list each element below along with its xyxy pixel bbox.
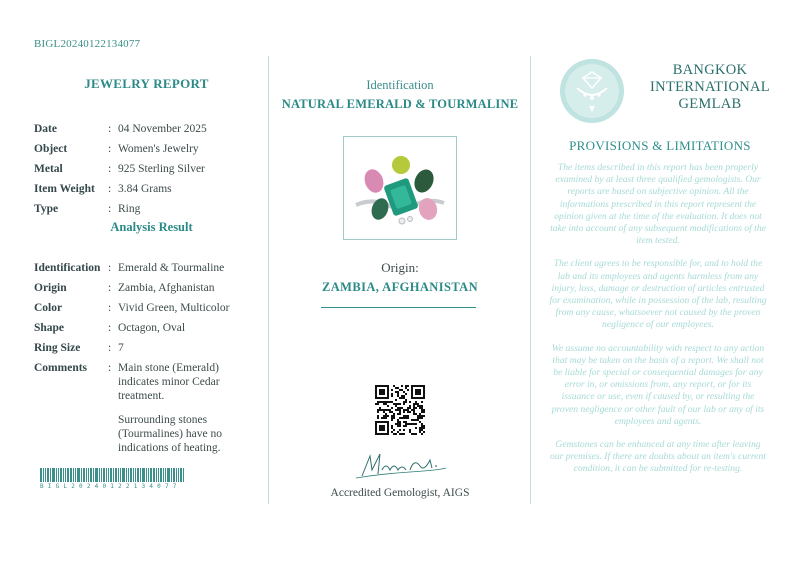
analysis-label: Origin — [34, 282, 67, 294]
barcode-bar — [45, 468, 46, 482]
comments-value — [118, 358, 243, 465]
barcode-bar — [180, 468, 182, 482]
comments-label: Comments — [34, 362, 88, 374]
barcode-bar — [135, 468, 136, 482]
barcode-bar — [122, 468, 125, 482]
analysis-value: 7 — [118, 342, 124, 354]
identification-label: Identification — [366, 78, 434, 92]
detail-label: Item Weight — [34, 183, 95, 195]
analysis-label: Shape — [34, 322, 65, 334]
barcode-bar — [140, 468, 141, 482]
barcode-bar — [128, 468, 129, 482]
barcode-bar — [176, 468, 177, 482]
barcode-bar — [163, 468, 164, 482]
origin-label: Origin: — [381, 260, 419, 275]
ring-photo — [343, 136, 457, 240]
analysis-label: Color — [34, 302, 63, 314]
provisions-text — [548, 162, 768, 487]
provision-paragraph-3: We assume no accountability with respect to any action that may be taken on the basis of a report. We shall not be liable for special or consequential damages for any error in, or omissions from, any report, or for its issuance or use, even if caused by, or resulting the proven negligence or other fault of our lab or any of its employees and agents. — [551, 342, 765, 427]
barcode-bar — [160, 468, 162, 482]
barcode-bar — [99, 468, 100, 482]
barcode-bars — [40, 468, 230, 482]
analysis-row-comments: Comments : Main stone (Emerald) indicates minor Cedar treatment. Surrounding stones (Tourmalines) have no indications of heating. — [34, 358, 243, 465]
barcode-bar — [58, 468, 59, 482]
barcode-bar — [67, 468, 69, 482]
barcode-bar — [103, 468, 105, 482]
ring-illustration — [344, 137, 456, 239]
barcode-bar — [56, 468, 57, 482]
barcode-bar — [70, 468, 72, 482]
barcode-bar — [183, 468, 184, 482]
barcode-bar — [173, 468, 175, 482]
signature-icon — [350, 448, 450, 484]
qr-code-icon — [375, 385, 425, 435]
barcode-bar — [90, 468, 92, 482]
detail-row-metal: Metal : 925 Sterling Silver — [34, 159, 207, 179]
barcode-bar — [83, 468, 85, 482]
barcode-bar — [52, 468, 55, 482]
barcode-bar — [153, 468, 155, 482]
lab-name-line-3: GEMLAB — [678, 96, 742, 112]
detail-value: Women's Jewelry — [118, 143, 199, 155]
barcode-bar — [60, 468, 62, 482]
detail-label: Object — [34, 143, 68, 155]
barcode-bar — [142, 468, 145, 482]
barcode-bar — [106, 468, 107, 482]
column-divider-left — [268, 56, 269, 504]
barcode-bar — [120, 468, 121, 482]
identification-value: NATURAL EMERALD & TOURMALINE — [281, 97, 519, 111]
accredited-gemologist: Accredited Gemologist, AIGS — [330, 487, 470, 499]
analysis-row-shape: Shape : Octagon, Oval — [34, 318, 243, 338]
barcode-bar — [110, 468, 112, 482]
barcode-bar — [130, 468, 132, 482]
origin-underline — [321, 307, 476, 308]
lab-name-line-1: BANGKOK — [672, 62, 748, 78]
barcode-bar — [108, 468, 109, 482]
provisions-title: PROVISIONS & LIMITATIONS — [569, 138, 751, 153]
barcode-bar — [86, 468, 87, 482]
left-column — [34, 76, 259, 454]
analysis-row-color: Color : Vivid Green, Multicolor — [34, 298, 243, 318]
analysis-title: Analysis Result — [110, 220, 193, 234]
provision-paragraph-2: The client agrees to be responsible for, and to hold the lab and its employees and agents harmless from any injury, loss, damage or destruction of articles entrusted for examination, while in possession of the lab, resulting from any cause, whatsoever not caused by the proven negligence of our employees. — [549, 258, 767, 331]
barcode-bar — [115, 468, 117, 482]
analysis-value: Zambia, Afghanistan — [118, 282, 215, 294]
barcode-bar — [43, 468, 44, 482]
provision-paragraph-1: The items described in this report has been properly examined by at least three qualified gemologists. Our reports are based on subjective opinion. All the informations prescribed in this report represent the opinion given at the time of the evaluation. It does not take into account of any subsequent modifications of the item tested. — [550, 162, 766, 247]
barcode-bar — [95, 468, 98, 482]
barcode-bar — [77, 468, 80, 482]
barcode-bar — [158, 468, 159, 482]
detail-label: Metal — [34, 163, 63, 175]
barcode-bar — [126, 468, 127, 482]
report-title: JEWELRY REPORT — [84, 76, 209, 91]
detail-row-type: Type : Ring — [34, 199, 207, 219]
analysis-row-ring-size: Ring Size : 7 — [34, 338, 243, 358]
detail-label: Date — [34, 123, 57, 135]
column-divider-right — [530, 56, 531, 504]
barcode-bar — [40, 468, 42, 482]
detail-row-date: Date : 04 November 2025 — [34, 119, 207, 139]
barcode-bar — [75, 468, 76, 482]
analysis-label: Identification — [34, 262, 101, 274]
detail-label: Type — [34, 203, 59, 215]
analysis-list — [34, 258, 243, 465]
barcode-bar — [47, 468, 49, 482]
detail-value: 3.84 Grams — [118, 183, 172, 195]
origin-value: ZAMBIA, AFGHANISTAN — [322, 280, 478, 294]
barcode-bar — [146, 468, 147, 482]
barcode-bar — [178, 468, 179, 482]
detail-value: 04 November 2025 — [118, 123, 207, 135]
barcode-bar — [65, 468, 66, 482]
barcode-bar — [63, 468, 64, 482]
barcode-bar — [165, 468, 166, 482]
analysis-label: Ring Size — [34, 342, 81, 354]
barcode-bar — [73, 468, 74, 482]
barcode-bar — [118, 468, 119, 482]
comment-2: Surrounding stones (Tourmalines) have no indications of heating. — [118, 414, 222, 454]
barcode-bar — [148, 468, 149, 482]
barcode-bar — [150, 468, 152, 482]
barcode-bar — [167, 468, 170, 482]
barcode-icon — [40, 468, 230, 490]
gemlab-logo-icon — [559, 58, 625, 124]
barcode-bar — [93, 468, 94, 482]
analysis-row-identification: Identification : Emerald & Tourmaline — [34, 258, 243, 278]
detail-row-object: Object : Women's Jewelry — [34, 139, 207, 159]
barcode-bar — [137, 468, 139, 482]
detail-row-weight: Item Weight : 3.84 Grams — [34, 179, 207, 199]
analysis-row-origin: Origin : Zambia, Afghanistan — [34, 278, 243, 298]
barcode-bar — [81, 468, 82, 482]
barcode-bar — [156, 468, 157, 482]
detail-value: Ring — [118, 203, 141, 215]
analysis-value: Vivid Green, Multicolor — [118, 302, 230, 314]
analysis-value: Emerald & Tourmaline — [118, 262, 225, 274]
analysis-value: Octagon, Oval — [118, 322, 186, 334]
detail-value: 925 Sterling Silver — [118, 163, 205, 175]
barcode-bar — [88, 468, 89, 482]
barcode-bar — [113, 468, 114, 482]
comment-1: Main stone (Emerald) indicates minor Cedar treatment. — [118, 362, 220, 402]
barcode-bar — [50, 468, 51, 482]
barcode-text: BIGL20240122134077 — [40, 483, 181, 490]
details-list — [34, 119, 207, 219]
lab-name — [645, 62, 775, 113]
barcode-bar — [101, 468, 102, 482]
barcode-bar — [171, 468, 172, 482]
barcode-bar — [133, 468, 134, 482]
provision-paragraph-4: Gemstones can be enhanced at any time after leaving our premises. If there are doubts about an item's current condition, it can be submitted for re-testing. — [550, 439, 766, 475]
report-number: BIGL20240122134077 — [34, 38, 141, 50]
lab-name-line-2: INTERNATIONAL — [650, 79, 770, 95]
